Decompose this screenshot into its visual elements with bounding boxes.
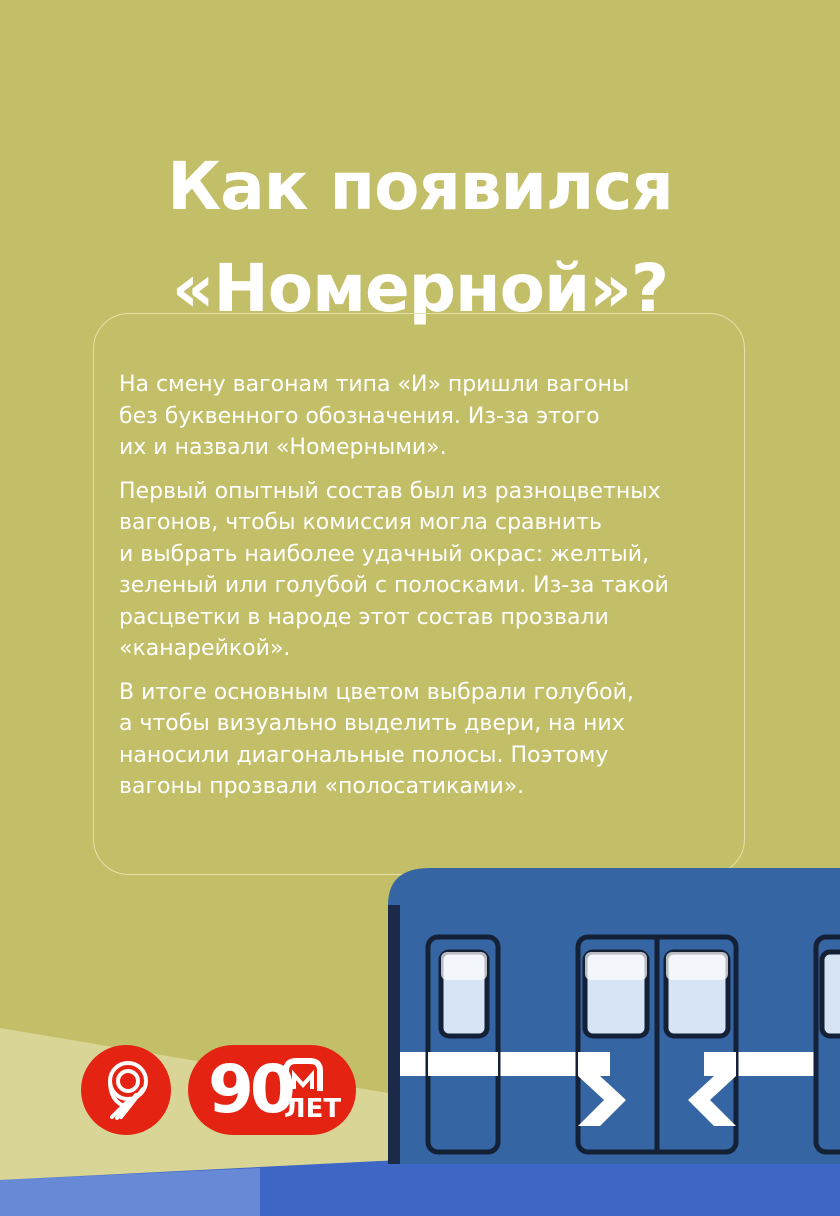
paragraph-2: Первый опытный состав был из разноцветных вагонов, чтобы комиссия могла сравнить и выбрать наиболее удачный окрас: желтый, зеленый или голубой с полосками. Из-за такой расцветки в народе этот состав прозвали «канарейкой». bbox=[119, 478, 669, 661]
anniversary-number: 90 bbox=[208, 1051, 292, 1128]
train-window-partial bbox=[816, 937, 840, 1152]
moscow-metro-logo-icon bbox=[81, 1045, 171, 1135]
title-line-1: Как появился bbox=[167, 148, 673, 226]
train-door-left bbox=[428, 937, 498, 1152]
train-car bbox=[388, 868, 840, 1164]
train-end bbox=[388, 905, 400, 1164]
anniversary-logo bbox=[188, 1045, 356, 1135]
train-door-center bbox=[578, 937, 736, 1152]
anniversary-word: ЛЕТ bbox=[284, 1094, 342, 1124]
paragraph-3: В итоге основным цветом выбрали голубой, а чтобы визуально выделить двери, на них наносили диагональные полосы. Поэтому вагоны прозвали «полосатиками». bbox=[119, 679, 634, 799]
metro-logo-mark bbox=[81, 1045, 171, 1135]
title-line-2: «Номерной»? bbox=[171, 250, 669, 328]
paragraph-1: На смену вагонам типа «И» пришли вагоны без буквенного обозначения. Из-за этого их и назвали «Номерными». bbox=[119, 372, 630, 460]
